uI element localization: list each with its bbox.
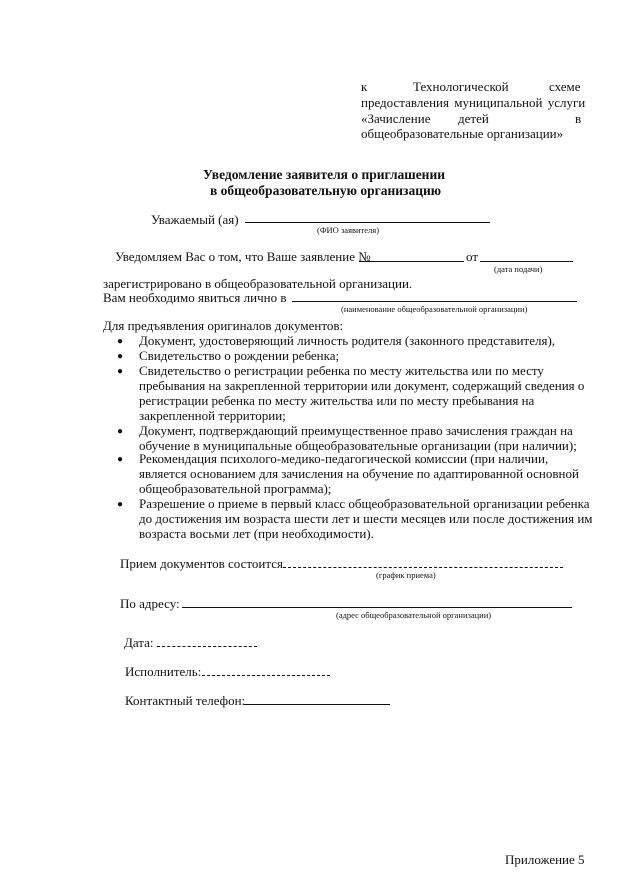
list-item: Документ, удостоверяющий личность родителя (законного представителя),	[139, 333, 556, 348]
application-date-caption: (дата подачи)	[494, 264, 543, 274]
applicant-name-caption: (ФИО заявителя)	[317, 225, 380, 235]
header-line4: общеобразовательные организации»	[361, 126, 564, 141]
docs-intro: Для предъявления оригиналов документов:	[103, 318, 344, 333]
application-number-line[interactable]	[359, 261, 464, 262]
appendix-label: Приложение 5	[505, 852, 585, 867]
date-line[interactable]	[157, 646, 257, 647]
list-item: Рекомендация психолого-медико-педагогической комиссии (при наличии,	[139, 451, 549, 466]
executor-line[interactable]	[202, 675, 330, 676]
list-item-cont: до достижения им возраста шести лет и шести месяцев или после достижения им	[139, 511, 593, 526]
bullet-icon: ●	[117, 336, 124, 347]
header-technological: Технологической	[413, 79, 509, 94]
executor-label: Исполнитель:	[125, 664, 202, 679]
list-item: Документ, подтверждающий преимущественное право зачисления граждан на	[139, 423, 573, 438]
list-item: Разрешение о приеме в первый класс общеобразовательной организации ребенка	[139, 496, 590, 511]
application-date-line[interactable]	[480, 261, 573, 262]
address-line[interactable]	[182, 607, 572, 608]
greeting-label: Уважаемый (ая)	[151, 212, 239, 227]
reception-label: Прием документов состоится	[120, 556, 283, 571]
title-line2: в общеобразовательную организацию	[210, 183, 442, 198]
list-item: Свидетельство о рождении ребенка;	[139, 348, 340, 363]
header-line3a: «Зачисление	[361, 111, 431, 126]
list-item-cont: обучение в муниципальные общеобразовательные организации (при наличии);	[139, 438, 577, 453]
list-item-cont: регистрации ребенка по месту жительства или по месту пребывания на	[139, 393, 535, 408]
list-item-cont: возраста восьми лет (при необходимости).	[139, 526, 374, 541]
appear-text: Вам необходимо явиться лично в	[103, 290, 287, 305]
title-line1: Уведомление заявителя о приглашении	[203, 167, 446, 182]
address-label: По адресу:	[120, 596, 180, 611]
organization-name-line[interactable]	[292, 301, 577, 302]
header-k: к	[361, 79, 368, 94]
phone-line[interactable]	[244, 704, 390, 705]
bullet-icon: ●	[117, 454, 124, 465]
list-item: Свидетельство о регистрации ребенка по месту жительства или по месту	[139, 363, 544, 378]
applicant-name-line[interactable]	[245, 222, 490, 223]
list-item-cont: является основанием для зачисления на обучение по адаптированной основной	[139, 466, 579, 481]
address-caption: (адрес общеобразовательной организации)	[336, 610, 492, 620]
phone-label: Контактный телефон:	[125, 693, 246, 708]
bullet-icon: ●	[117, 426, 124, 437]
header-line3c: в	[575, 111, 582, 126]
header-line3b: детей	[458, 111, 489, 126]
reception-schedule-line[interactable]	[283, 567, 563, 568]
header-scheme: схеме	[549, 79, 581, 94]
notify-label: Уведомляем Вас о том, что Ваше заявление №	[115, 249, 371, 264]
reception-schedule-caption: (график приема)	[376, 570, 436, 580]
bullet-icon: ●	[117, 366, 124, 377]
organization-name-caption: (наименование общеобразовательной организации)	[341, 304, 528, 314]
list-item-cont: закрепленной территории;	[139, 408, 286, 423]
list-item-cont: пребывания на закрепленной территории или документ, содержащий сведения о	[139, 378, 585, 393]
header-line2: предоставления муниципальной услуги	[361, 95, 586, 110]
list-item-cont: общеобразовательной программа);	[139, 481, 332, 496]
bullet-icon: ●	[117, 351, 124, 362]
registered-text: зарегистрировано в общеобразовательной организации.	[103, 276, 413, 291]
bullet-icon: ●	[117, 499, 124, 510]
date-label: Дата:	[124, 635, 154, 650]
notify-from: от	[466, 249, 479, 264]
